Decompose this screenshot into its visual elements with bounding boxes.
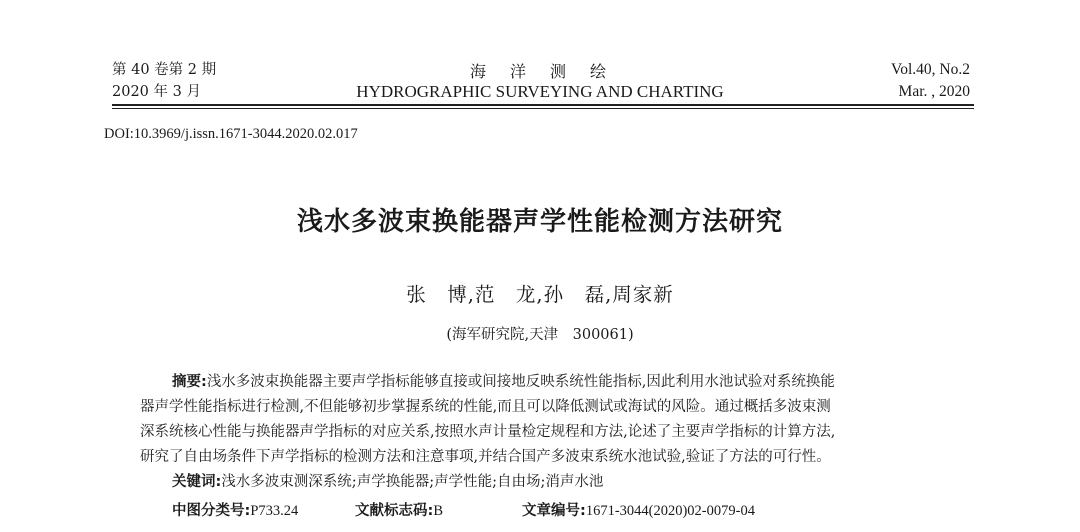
doi: DOI:10.3969/j.issn.1671-3044.2020.02.017 (104, 126, 358, 142)
document-code: 文献标志码:B (355, 503, 443, 519)
abstract-label: 摘要: (172, 374, 207, 390)
volume-issue-en: Vol.40, No.2 (891, 61, 970, 78)
volume-issue-cn: 第 40 卷第 2 期 (112, 62, 217, 78)
paper-title: 浅水多波束换能器声学性能检测方法研究 (296, 207, 783, 237)
keywords-text: 浅水多波束测深系统;声学换能器;声学性能;自由场;消声水池 (221, 474, 604, 490)
header-rule-bottom (112, 108, 974, 109)
abstract-line-3: 深系统核心性能与换能器声学指标的对应关系,按照水声计量检定规程和方法,论述了主要声学指标的计算方法, (140, 424, 836, 440)
date-en: Mar. , 2020 (898, 83, 970, 100)
article-number: 文章编号:1671-3044(2020)02-0079-04 (522, 503, 755, 519)
clc-number: 中图分类号:P733.24 (172, 503, 299, 519)
header-rule-top (112, 104, 974, 106)
keywords-label: 关键词: (172, 474, 222, 490)
journal-title-cn: 海 洋 测 绘 (469, 62, 610, 81)
affiliation: (海军研究院,天津 300061) (446, 327, 634, 343)
abstract-line-4: 研究了自由场条件下声学指标的检测方法和注意事项,并结合国产多波束系统水池试验,验证了方法的可行性。 (140, 449, 831, 465)
abstract-line-2: 器声学性能指标进行检测,不但能够初步掌握系统的性能,而且可以降低测试或海试的风险。通过概括多波束测 (140, 399, 831, 415)
date-cn: 2020 年 3 月 (112, 84, 201, 100)
abstract-line-1: 摘要:浅水多波束换能器主要声学指标能够直接或间接地反映系统性能指标,因此利用水池试验对系统换能 (172, 374, 835, 390)
journal-title-en: HYDROGRAPHIC SURVEYING AND CHARTING (356, 82, 724, 101)
keywords (172, 470, 603, 494)
authors: 张 博,范 龙,孙 磊,周家新 (406, 283, 674, 306)
